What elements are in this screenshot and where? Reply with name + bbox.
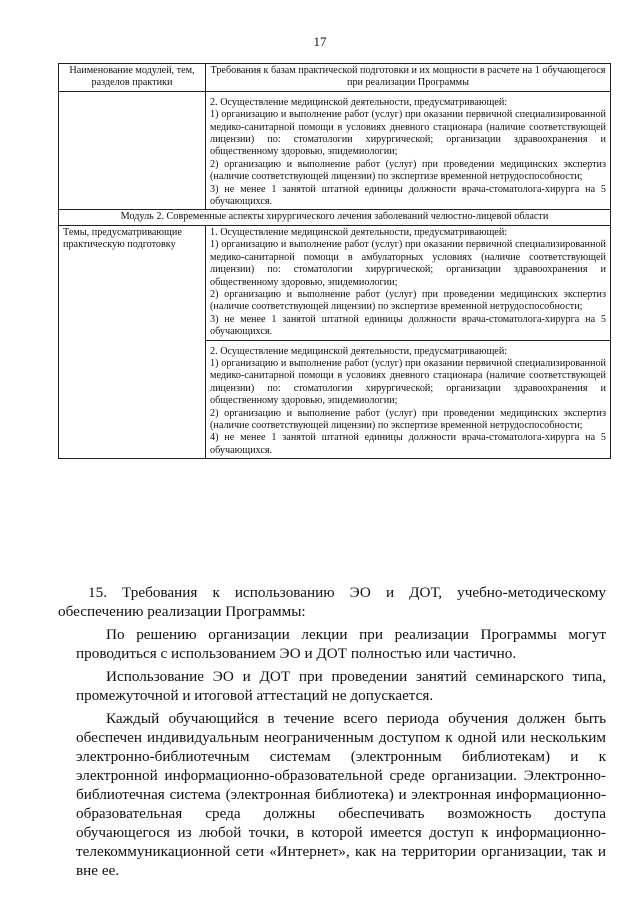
header-col-requirements: Требования к базам практической подготовки и их мощности в расчете на 1 обучающегося при реализации Программы (206, 64, 611, 92)
list-item: 2) организацию и выполнение работ (услуг) при проведении медицинских экспертиз (наличие соответствующей лицензии) по экспертизе временной нетрудоспособности; (210, 288, 606, 313)
block-title: 2. Осуществление медицинской деятельности, предусматривающей: (210, 345, 508, 357)
list-item: 3) не менее 1 занятой штатной единицы должности врача-стоматолога-хирурга на 5 обучающихся. (210, 183, 606, 208)
requirements-cell-block1 (206, 225, 611, 340)
list-item: 4) не менее 1 занятой штатной единицы должности врача-стоматолога-хирурга на 5 обучающихся. (210, 432, 606, 456)
module-title-row (59, 210, 611, 225)
module2-title: Модуль 2. Современные аспекты хирургического лечения заболеваний челюстно-лицевой области (59, 210, 611, 225)
empty-cell (59, 91, 206, 210)
list-item: 3) не менее 1 занятой штатной единицы должности врача-стоматолога-хирурга на 5 обучающихся. (210, 313, 606, 338)
header-col-modules: Наименование модулей, тем, разделов практики (59, 64, 206, 92)
paragraph: Каждый обучающийся в течение всего периода обучения должен быть обеспечен индивидуальным неограниченным доступом к одной или нескольким электронно-библиотечным системам (электронным библиотекам) и к электронной информационно-образовательной среде организации. Электронно-библиотечная система (электронная библиотека) и электронная информационно-образовательная среда должны обеспечивать возможность доступа обучающегося из любой точки, в которой имеется доступ к информационно-телекоммуникационной сети «Интернет», как на территории организации, так и вне ее. (76, 710, 606, 879)
list-item: 1) организацию и выполнение работ (услуг) при оказании первичной специализированной медико-санитарной помощи в условиях дневного стационара (наличие соответствующей лицензии) по: стоматологии хирургической; организации здравоохранения и общественному здоровью, эпидемиологии; (210, 357, 606, 407)
block-title: 2. Осуществление медицинской деятельности, предусматривающей: (210, 96, 508, 108)
paragraph-section-15: 15. Требования к использованию ЭО и ДОТ, учебно-методическому обеспечению реализации Программы: (58, 584, 606, 620)
list-item: 2) организацию и выполнение работ (услуг) при проведении медицинских экспертиз (наличие соответствующей лицензии) по экспертизе временной нетрудоспособности; (210, 407, 606, 431)
requirements-table (58, 63, 611, 459)
page-number: 17 (313, 34, 327, 49)
block-title: 1. Осуществление медицинской деятельности, предусматривающей: (210, 226, 508, 238)
table-header-row (59, 64, 611, 92)
requirements-cell-block2 (206, 340, 611, 459)
module2-topics-cell: Темы, предусматривающие практическую подготовку (59, 225, 206, 458)
table-row (59, 91, 611, 210)
table-row (59, 225, 611, 340)
paragraph: Использование ЭО и ДОТ при проведении занятий семинарского типа, промежуточной и итоговой аттестаций не допускается. (76, 668, 606, 704)
list-item: 2) организацию и выполнение работ (услуг) при проведении медицинских экспертиз (наличие соответствующей лицензии) по экспертизе временной нетрудоспособности; (210, 158, 606, 183)
body-text (58, 583, 606, 884)
requirements-cell-top (206, 91, 611, 210)
paragraph: По решению организации лекции при реализации Программы могут проводиться с использованием ЭО и ДОТ полностью или частично. (76, 626, 606, 662)
list-item: 1) организацию и выполнение работ (услуг) при оказании первичной специализированной медико-санитарной помощи в амбулаторных условиях (наличие соответствующей лицензии) по: стоматологии хирургической; организации здравоохранения и общественному здоровью, эпидемиологии; (210, 239, 606, 288)
list-item: 1) организацию и выполнение работ (услуг) при оказании первичной специализированной медико-санитарной помощи в условиях дневного стационара (наличие соответствующей лицензии) по: стоматологии хирургической; организации здравоохранения и общественному здоровью, эпидемиологии; (210, 109, 606, 158)
